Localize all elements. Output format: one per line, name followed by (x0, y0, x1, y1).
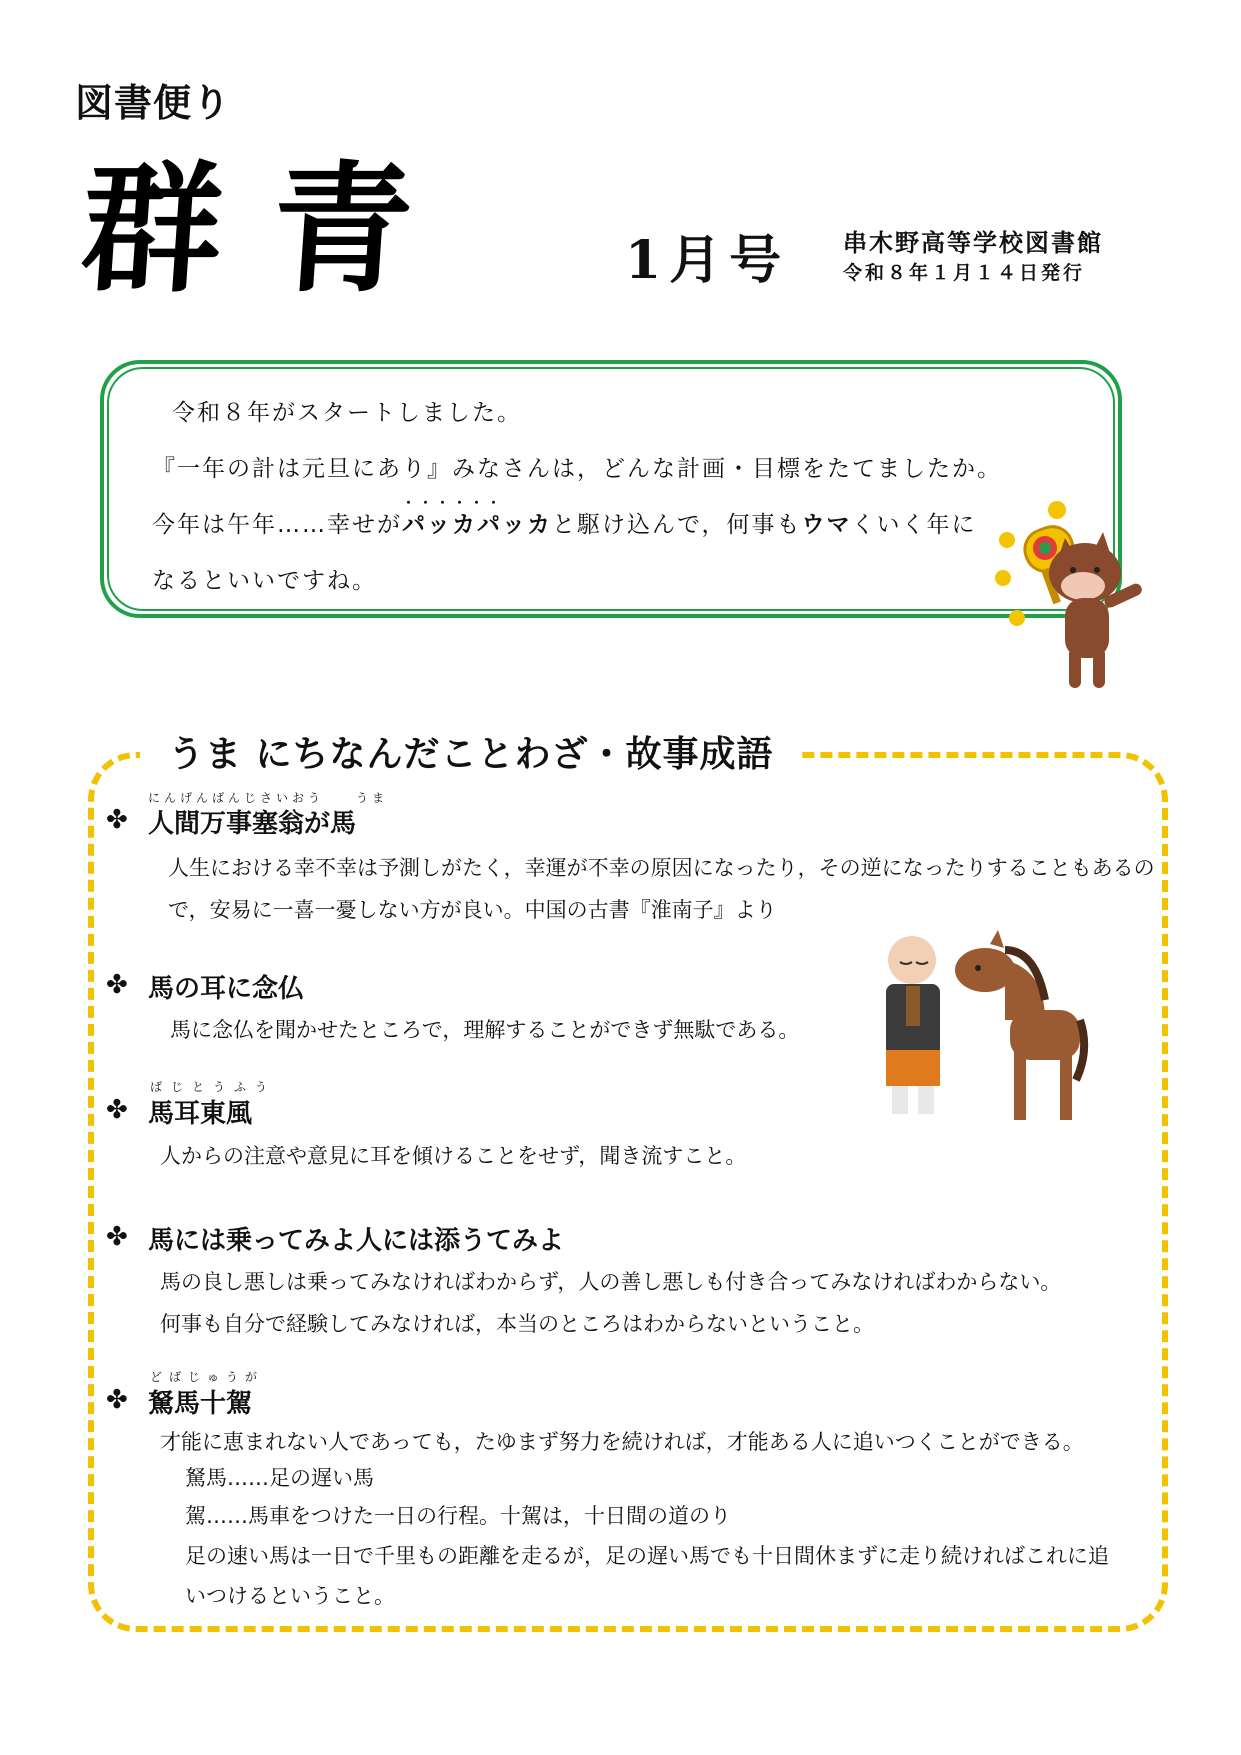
proverb-text: 馬の良し悪しは乗ってみなければわからず，人の善し悪しも付き合ってみなければわからない。 (160, 1270, 1062, 1294)
clover-bullet-icon: ✤ (106, 1095, 128, 1125)
greeting-line-3 (152, 506, 977, 539)
issue-number: 1月号 (625, 230, 790, 291)
proverb-text: 馬に念仏を聞かせたところで，理解することができず無駄である。 (170, 1018, 800, 1042)
greeting-line-3-part: 今年は午年……幸せが (152, 512, 402, 538)
proverb-term: 駑馬十駕 (148, 1389, 253, 1419)
school-name: 串木野高等学校図書館 (843, 228, 1103, 257)
proverb-text: 才能に恵まれない人であっても，たゆまず努力を続ければ，才能ある人に追いつくことができる。 (160, 1430, 1084, 1454)
proverb-text: 人からの注意や意見に耳を傾けることをせず，聞き流すこと。 (160, 1144, 747, 1168)
proverb-term: 馬の耳に念仏 (148, 974, 305, 1004)
proverb-text: 何事も自分で経験してみなければ，本当のところはわからないということ。 (160, 1312, 874, 1336)
greeting-line-4: なるといいですね。 (152, 568, 377, 594)
clover-bullet-icon: ✤ (106, 1385, 128, 1415)
proverb-ruby: ばじとうふう (150, 1080, 277, 1094)
proverb-term: 馬には乗ってみよ人には添うてみよ (148, 1226, 565, 1256)
proverb-text: 駕……馬車をつけた一日の行程。十駕は，十日間の道のり (185, 1504, 731, 1528)
clover-bullet-icon: ✤ (106, 805, 128, 835)
proverb-text: で，安易に一喜一憂しない方が良い。中国の古書『淮南子』より (168, 898, 777, 922)
proverb-heading-wrap (140, 726, 802, 777)
greeting-line-2: 『一年の計は元旦にあり』みなさんは，どんな計画・目標をたてましたか。 (152, 456, 1002, 482)
emphasis-pakka: ・・・・・・ パッカパッカ (402, 512, 552, 538)
proverb-text: 足の速い馬は一日で千里もの距離を走るが，足の遅い馬でも十日間休まずに走り続ければこれに追 (185, 1544, 1109, 1568)
greeting-line-1: 令和８年がスタートしました。 (172, 400, 522, 426)
greeting-box (100, 360, 1122, 618)
issue-date: 令和８年１月１４日発行 (843, 262, 1086, 284)
clover-bullet-icon: ✤ (106, 970, 128, 1000)
greeting-line-3-part: くいく年に (851, 512, 977, 538)
proverb-ruby: にんげんばんじさいおう うま (148, 791, 389, 805)
proverb-ruby: どばじゅうが (150, 1370, 265, 1384)
proverb-heading: うま にちなんだことわざ・故事成語 (168, 734, 774, 775)
proverb-text: 駑馬……足の遅い馬 (185, 1466, 374, 1490)
greeting-line-3-part: と駆け込んで，何事も (552, 512, 802, 538)
emphasis-uma: ウマ (801, 512, 852, 538)
proverb-text: 人生における幸不幸は予測しがたく，幸運が不幸の原因になったり，その逆になったりすることもあるの (168, 856, 1155, 880)
proverb-term: 馬耳東風 (148, 1099, 253, 1129)
newsletter-label: 図書便り (75, 81, 232, 125)
proverb-text: いつけるということ。 (185, 1584, 395, 1608)
masthead-title: 群青 (76, 148, 468, 312)
monk-and-horse-illustration (870, 930, 1090, 1130)
proverb-term: 人間万事塞翁が馬 (148, 809, 357, 839)
horse-mallet-illustration (985, 498, 1155, 698)
clover-bullet-icon: ✤ (106, 1222, 128, 1252)
